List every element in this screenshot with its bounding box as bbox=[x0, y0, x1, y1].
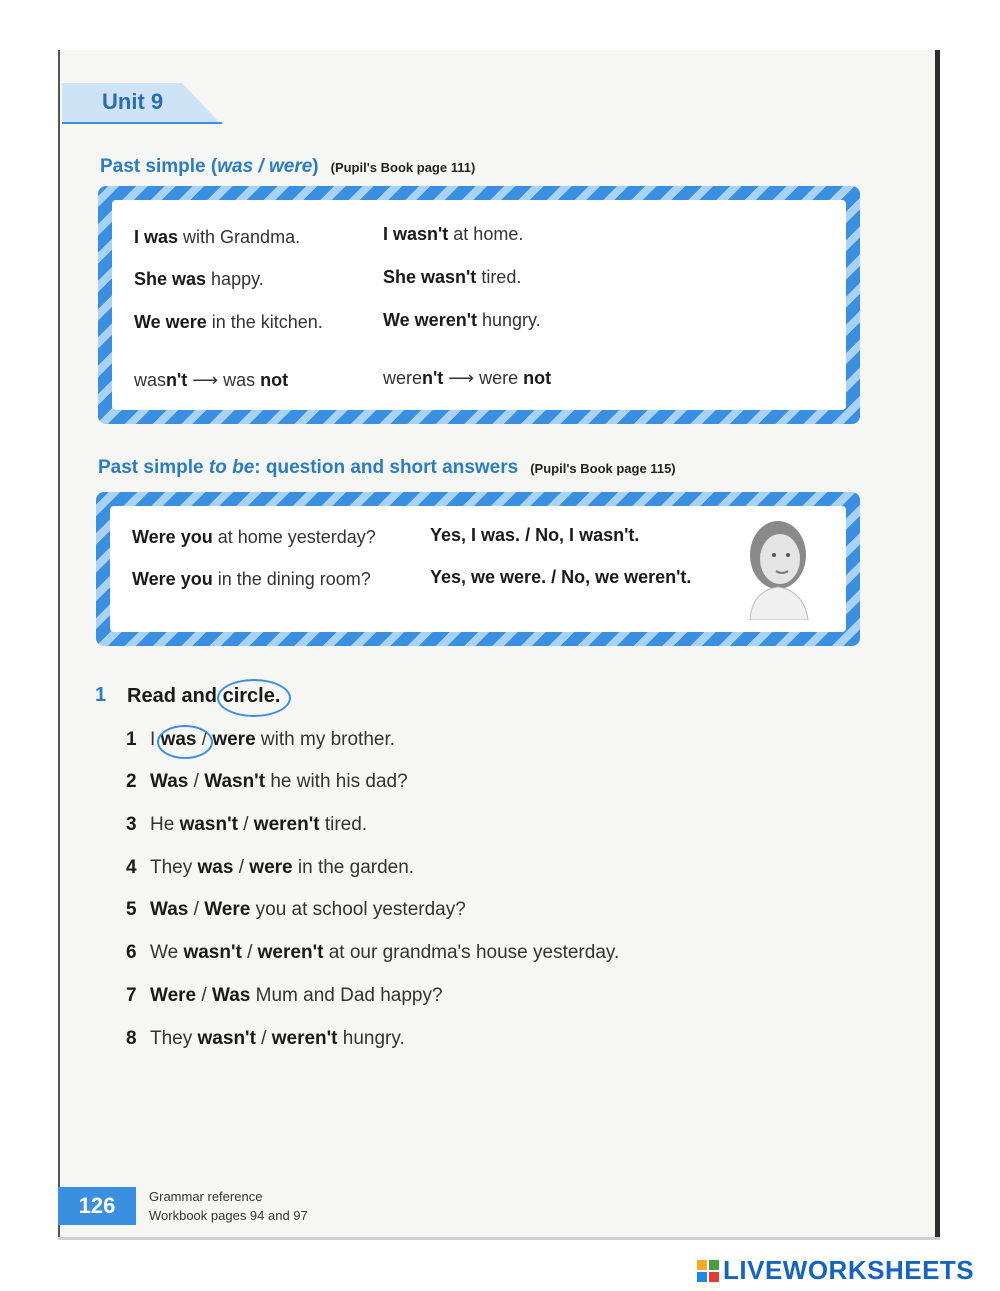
answer-option-b[interactable]: weren't bbox=[271, 1028, 338, 1049]
section2-ref: (Pupil's Book page 115) bbox=[530, 461, 676, 476]
answer-option-b[interactable]: weren't bbox=[257, 942, 324, 963]
exercise-number: 1 bbox=[95, 684, 107, 706]
answer-option-b[interactable]: Was bbox=[211, 985, 251, 1006]
page-edge bbox=[935, 50, 940, 1240]
page-edge-bottom bbox=[58, 1237, 940, 1240]
unit-label: Unit 9 bbox=[102, 89, 164, 114]
liveworksheets-icon bbox=[697, 1260, 719, 1282]
answer-option-b[interactable]: Were bbox=[204, 899, 251, 920]
answer-option-b[interactable]: Wasn't bbox=[204, 771, 266, 792]
girl-photo bbox=[738, 515, 818, 620]
page-number: 126 bbox=[58, 1187, 136, 1225]
exercise-item-8: 8 They wasn't / weren't hungry. bbox=[126, 1028, 405, 1049]
circle-ring-icon bbox=[217, 679, 291, 717]
example-left-1: I was with Grandma. bbox=[134, 227, 301, 247]
unit-tab bbox=[62, 83, 222, 125]
exercise-item-1: 1 I was / were with my brother. bbox=[126, 729, 395, 751]
footer-workbook-pages: Workbook pages 94 and 97 bbox=[149, 1208, 308, 1223]
exercise-title: Read and circle. bbox=[127, 685, 280, 708]
contraction-wasnt: wasn't ⟶ was not bbox=[134, 370, 289, 390]
answer-option-a[interactable]: was bbox=[197, 857, 234, 878]
section1-title: Past simple (was / were) (Pupil's Book page 111) bbox=[100, 156, 476, 177]
answer-option-a[interactable]: Was bbox=[150, 899, 189, 920]
answer-option-were[interactable]: were bbox=[212, 729, 256, 750]
example-right-3: We weren't hungry. bbox=[383, 310, 541, 330]
brand-text: LIVEWORKSHEETS bbox=[723, 1255, 975, 1285]
answer-1: Yes, I was. / No, I wasn't. bbox=[430, 525, 640, 545]
answer-option-was[interactable]: was bbox=[161, 729, 197, 751]
section1-ref: (Pupil's Book page 111) bbox=[330, 160, 476, 175]
answer-option-a[interactable]: wasn't bbox=[179, 814, 238, 835]
exercise-item-3: 3 He wasn't / weren't tired. bbox=[126, 814, 368, 835]
answer-option-b[interactable]: weren't bbox=[253, 814, 320, 835]
example-right-1: I wasn't at home. bbox=[383, 224, 524, 244]
footer-grammar-reference: Grammar reference bbox=[149, 1189, 263, 1204]
exercise-item-7: 7 Were / Was Mum and Dad happy? bbox=[126, 985, 443, 1006]
exercise-item-5: 5 Was / Were you at school yesterday? bbox=[126, 899, 466, 920]
question-2: Were you in the dining room? bbox=[132, 569, 371, 589]
answer-option-a[interactable]: Was bbox=[150, 771, 189, 792]
answer-option-a[interactable]: wasn't bbox=[197, 1028, 256, 1049]
answer-option-a[interactable]: wasn't bbox=[183, 942, 242, 963]
section2-title: Past simple to be: question and short answers (Pupil's Book page 115) bbox=[98, 457, 676, 478]
circle-word: circle bbox=[223, 685, 275, 708]
liveworksheets-logo bbox=[697, 1255, 974, 1286]
answer-option-b[interactable]: were bbox=[249, 857, 293, 878]
contraction-werent: weren't ⟶ were not bbox=[383, 368, 552, 388]
answer-option-a[interactable]: Were bbox=[150, 985, 197, 1006]
question-1: Were you at home yesterday? bbox=[132, 527, 376, 547]
example-right-2: She wasn't tired. bbox=[383, 267, 522, 287]
selection-circle-icon bbox=[157, 725, 213, 759]
exercise-item-4: 4 They was / were in the garden. bbox=[126, 857, 415, 878]
exercise-item-2: 2 Was / Wasn't he with his dad? bbox=[126, 771, 408, 792]
example-left-2: She was happy. bbox=[134, 269, 264, 289]
exercise-item-6: 6 We wasn't / weren't at our grandma's house yesterday. bbox=[126, 942, 620, 963]
answer-2: Yes, we were. / No, we weren't. bbox=[430, 567, 692, 587]
example-left-3: We were in the kitchen. bbox=[134, 312, 323, 332]
